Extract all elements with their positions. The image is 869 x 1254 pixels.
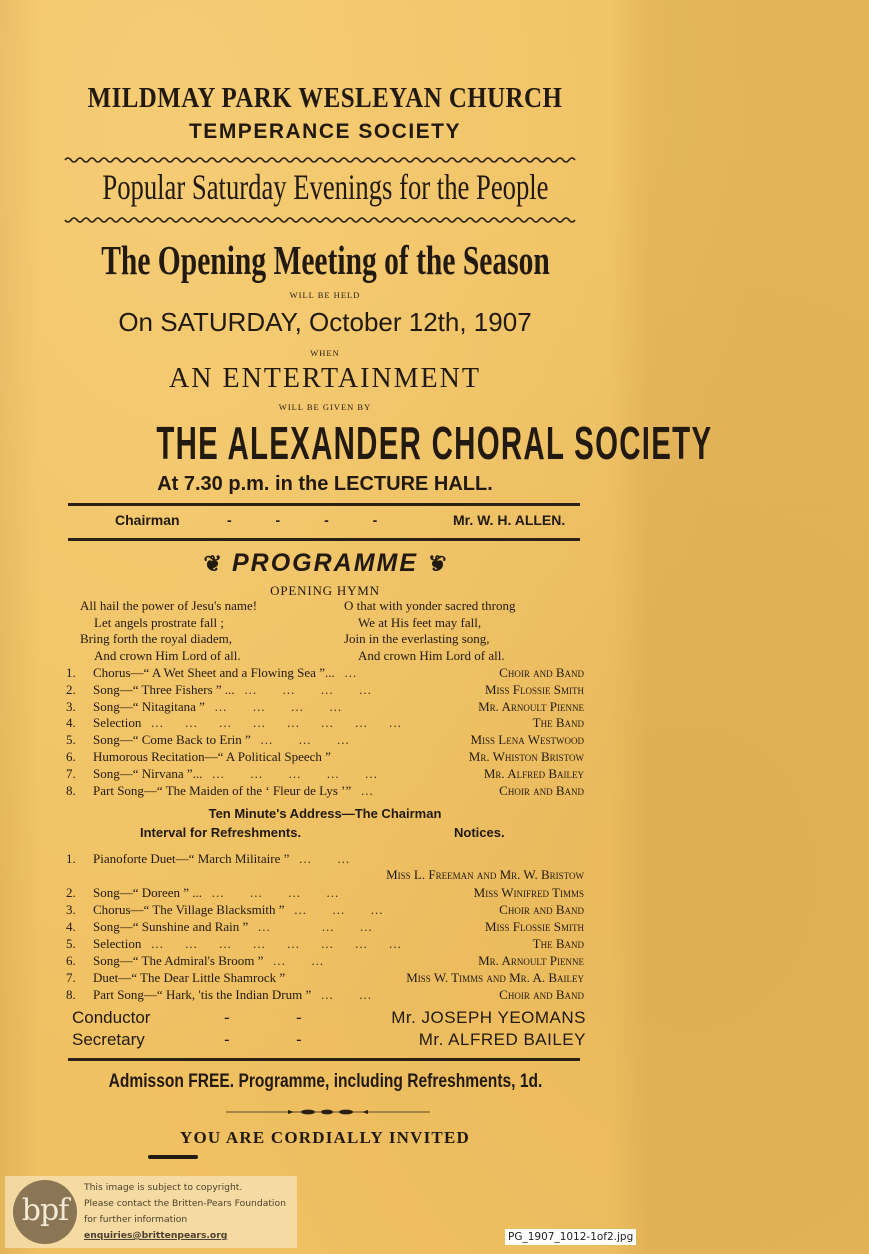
invitation-line: YOU ARE CORDIALLY INVITED bbox=[180, 1128, 470, 1147]
wavy-divider-top bbox=[65, 156, 577, 164]
item-number: 7. bbox=[66, 970, 76, 985]
hymn-line: And crown Him Lord of all. bbox=[94, 647, 241, 663]
ornamental-divider-icon bbox=[226, 1108, 430, 1116]
leader-dots: ... ... ... bbox=[260, 732, 350, 748]
programme-item bbox=[66, 987, 584, 1004]
item-title: Part Song—“ The Maiden of the ‘ Fleur de Lys ’” ... bbox=[93, 782, 374, 798]
programme-item bbox=[66, 851, 584, 882]
series-title-text: Popular Saturday Evenings for the People bbox=[101, 167, 549, 207]
wavy-divider-bottom bbox=[65, 216, 577, 224]
item-title: Selection ... ... ... ... ... ... ... ... bbox=[93, 936, 402, 951]
item-title: Song—“ The Admiral's Broom ” ... ... bbox=[93, 953, 325, 968]
divider-rule bbox=[68, 1058, 580, 1061]
leader-dots: ... bbox=[344, 665, 358, 680]
programme-item bbox=[66, 699, 584, 716]
copyright-line: for further information bbox=[84, 1214, 188, 1225]
programme-item bbox=[66, 885, 584, 902]
programme-title: PROGRAMME bbox=[231, 549, 419, 577]
programme-item bbox=[66, 783, 584, 800]
officer-row-secretary bbox=[72, 1030, 586, 1052]
hymn-line: Bring forth the royal diadem, bbox=[80, 631, 232, 646]
item-title: Chorus—“ The Village Blacksmith ” ... ... ... bbox=[93, 902, 384, 917]
admission-note-text: Admisson FREE. Programme, including Refreshments, 1d. bbox=[108, 1071, 542, 1092]
item-number: 4. bbox=[66, 715, 76, 731]
item-number: 4. bbox=[66, 919, 76, 934]
chairman-name: Mr. W. H. ALLEN. bbox=[453, 512, 566, 528]
item-performer: Choir and Band bbox=[499, 902, 584, 917]
given-by-label: WILL BE GIVEN BY bbox=[278, 402, 372, 412]
programme-item bbox=[66, 665, 584, 682]
item-number: 2. bbox=[66, 681, 76, 697]
item-title: Song—“ Three Fishers ” ... ... ... ... ... bbox=[93, 681, 372, 697]
item-performer: Miss Flossie Smith bbox=[484, 919, 584, 934]
contact-email-link[interactable]: enquiries@brittenpears.org bbox=[84, 1230, 228, 1241]
item-number: 5. bbox=[66, 732, 76, 748]
leader-dots: ... ... bbox=[321, 987, 372, 1002]
item-performer: Miss W. Timms and Mr. A. Bailey bbox=[406, 970, 584, 985]
entertainment-title: AN ENTERTAINMENT bbox=[169, 363, 481, 394]
chairman-label: Chairman bbox=[115, 512, 180, 528]
programme-item bbox=[66, 953, 584, 970]
programme-item bbox=[66, 749, 584, 766]
item-title: Pianoforte Duet—“ March Militaire ” ... ... bbox=[93, 851, 351, 866]
item-title: Humorous Recitation—“ A Political Speech ” bbox=[93, 749, 331, 764]
admission-note bbox=[0, 1071, 650, 1093]
item-title: Song—“ Sunshine and Rain ” ... ... ... bbox=[93, 919, 373, 934]
officer-dash: - bbox=[296, 1030, 302, 1049]
performers-title bbox=[0, 416, 713, 470]
programme-item bbox=[66, 732, 584, 749]
item-number: 1. bbox=[66, 665, 76, 680]
item-number: 5. bbox=[66, 936, 76, 951]
invitation-underline bbox=[148, 1155, 198, 1159]
programme-item bbox=[66, 682, 584, 699]
item-title: Song—“ Doreen ” ... ... ... ... ... bbox=[93, 885, 340, 900]
time-and-place: At 7.30 p.m. in the LECTURE HALL. bbox=[157, 473, 493, 495]
hymn-verse-left bbox=[80, 598, 257, 664]
programme-item bbox=[66, 766, 584, 783]
hymn-line: We at His feet may fall, bbox=[358, 614, 482, 630]
item-performer: Choir and Band bbox=[499, 665, 584, 680]
ornament-left-icon: ❦ bbox=[203, 551, 224, 576]
hymn-line: All hail the power of Jesu's name! bbox=[80, 598, 258, 613]
chairman-dashes: - - - - bbox=[227, 512, 398, 528]
item-title: Part Song—“ Hark, 'tis the Indian Drum ” ... ... bbox=[93, 987, 372, 1002]
officer-name: Mr. JOSEPH YEOMANS bbox=[391, 1008, 586, 1027]
event-title-text: The Opening Meeting of the Season bbox=[100, 237, 550, 283]
divider-rule bbox=[68, 538, 580, 541]
item-performer: Choir and Band bbox=[499, 782, 584, 798]
officer-row-conductor bbox=[72, 1008, 586, 1030]
leader-dots: ... ... ... ... bbox=[214, 698, 343, 714]
chairman-address: Ten Minute's Address—The Chairman bbox=[208, 806, 442, 821]
leader-dots: ... bbox=[361, 782, 374, 798]
leader-dots: ... ... ... ... ... ... ... ... bbox=[151, 715, 402, 731]
hymn-verse-right bbox=[344, 598, 515, 664]
officer-name: Mr. ALFRED BAILEY bbox=[418, 1030, 586, 1049]
programme-item bbox=[66, 902, 584, 919]
item-performer: Miss Lena Westwood bbox=[470, 732, 584, 748]
item-number: 3. bbox=[66, 698, 76, 714]
item-title: Song—“ Nirvana ”... ... ... ... ... ... bbox=[93, 765, 378, 781]
programme-item bbox=[66, 936, 584, 953]
hymn-line: Let angels prostrate fall ; bbox=[94, 614, 224, 630]
item-performer: Miss L. Freeman and Mr. W. Bristow bbox=[386, 867, 584, 882]
copyright-line: Please contact the Britten-Pears Foundation bbox=[84, 1198, 286, 1209]
event-date: On SATURDAY, October 12th, 1907 bbox=[118, 307, 532, 337]
hymn-title: OPENING HYMN bbox=[270, 583, 380, 598]
item-performer: Mr. Alfred Bailey bbox=[483, 765, 584, 781]
held-label: WILL BE HELD bbox=[289, 290, 361, 300]
item-performer: Mr. Whiston Bristow bbox=[468, 749, 584, 764]
officer-label: Secretary bbox=[72, 1030, 145, 1049]
church-name bbox=[0, 82, 650, 115]
leader-dots: ... ... ... ... ... bbox=[212, 765, 378, 781]
item-number: 1. bbox=[66, 851, 76, 866]
event-title bbox=[0, 236, 650, 284]
item-performer: Mr. Arnoult Pienne bbox=[478, 698, 584, 714]
leader-dots: ... ... ... bbox=[258, 919, 373, 934]
hymn-line: Join in the everlasting song, bbox=[344, 631, 490, 646]
interval-label: Interval for Refreshments. bbox=[140, 825, 302, 840]
item-number: 8. bbox=[66, 782, 76, 798]
item-performer: The Band bbox=[532, 715, 584, 731]
officer-label: Conductor bbox=[72, 1008, 151, 1027]
leader-dots: ... ... ... ... bbox=[244, 681, 372, 697]
officer-dash: - bbox=[224, 1030, 230, 1049]
leader-dots: ... ... ... bbox=[294, 902, 384, 917]
hymn-line: O that with yonder sacred throng bbox=[344, 598, 516, 613]
item-number: 6. bbox=[66, 749, 76, 764]
item-performer: Miss Winifred Timms bbox=[473, 885, 584, 900]
leader-dots: ... ... ... ... bbox=[211, 885, 340, 900]
item-title: Chorus—“ A Wet Sheet and a Flowing Sea ”... ... bbox=[93, 665, 358, 680]
copyright-text bbox=[84, 1180, 286, 1244]
leader-dots: ... ... bbox=[273, 953, 325, 968]
item-title: Song—“ Come Back to Erin ” ... ... ... bbox=[93, 732, 350, 748]
item-number: 3. bbox=[66, 902, 76, 917]
item-number: 7. bbox=[66, 765, 76, 781]
programme-heading bbox=[0, 549, 650, 578]
item-performer: The Band bbox=[532, 936, 584, 951]
programme-item bbox=[66, 970, 584, 987]
item-title: Song—“ Nitagitana ” ... ... ... ... bbox=[93, 698, 343, 714]
series-title bbox=[0, 166, 650, 208]
performers-title-text: THE ALEXANDER CHORAL SOCIETY bbox=[156, 417, 713, 469]
item-performer: Mr. Arnoult Pienne bbox=[478, 953, 584, 968]
copyright-line: This image is subject to copyright. bbox=[84, 1182, 243, 1193]
file-name-label: PG_1907_1012-1of2.jpg bbox=[505, 1229, 636, 1245]
bpf-logo: bpf bbox=[13, 1180, 77, 1244]
item-title: Duet—“ The Dear Little Shamrock ” bbox=[93, 970, 286, 985]
item-performer: Miss Flossie Smith bbox=[484, 681, 584, 697]
hymn-line: And crown Him Lord of all. bbox=[358, 647, 505, 663]
item-number: 8. bbox=[66, 987, 76, 1002]
copyright-notice bbox=[5, 1176, 297, 1248]
divider-rule bbox=[68, 503, 580, 506]
society-name: TEMPERANCE SOCIETY bbox=[188, 120, 462, 143]
leader-dots: ... ... bbox=[299, 851, 351, 866]
notices-label: Notices. bbox=[454, 825, 505, 840]
officer-dash: - bbox=[224, 1008, 230, 1027]
when-label: WHEN bbox=[310, 348, 340, 358]
ornament-right-icon: ❦ bbox=[426, 551, 447, 576]
leader-dots: ... ... ... ... ... ... ... ... bbox=[151, 936, 402, 951]
item-number: 2. bbox=[66, 885, 76, 900]
item-title: Selection ... ... ... ... ... ... ... ... bbox=[93, 715, 402, 731]
item-number: 6. bbox=[66, 953, 76, 968]
officer-dash: - bbox=[296, 1008, 302, 1027]
church-name-text: MILDMAY PARK WESLEYAN CHURCH bbox=[87, 82, 563, 114]
item-performer: Choir and Band bbox=[499, 987, 584, 1002]
programme-item bbox=[66, 715, 584, 732]
programme-item bbox=[66, 919, 584, 936]
